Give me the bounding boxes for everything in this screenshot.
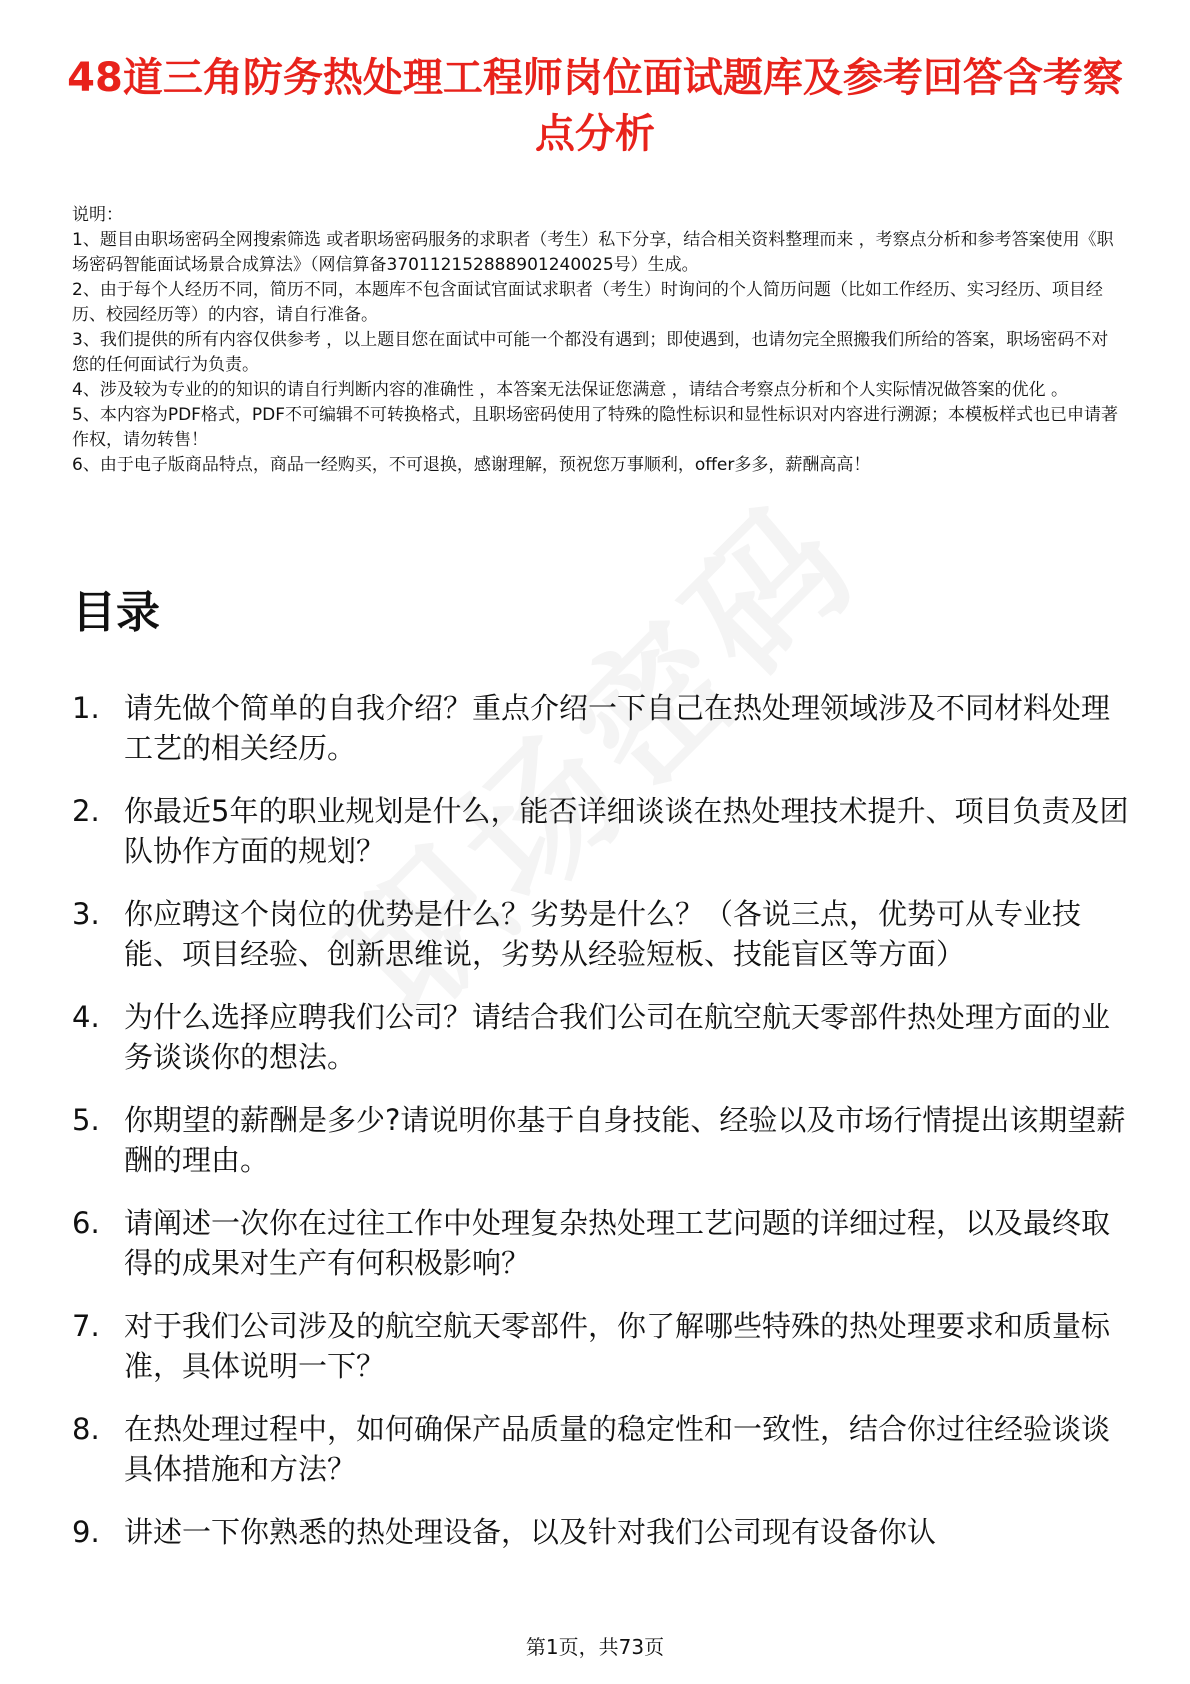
toc-item[interactable] [72, 688, 1132, 768]
note-item: 6、由于电子版商品特点，商品一经购买，不可退换，感谢理解，预祝您万事顺利，offer多多，薪酬高高！ [72, 455, 871, 475]
toc-item-number: 4. [72, 1000, 100, 1034]
toc-item-number: 2. [72, 794, 100, 828]
note-item: 1、题目由职场密码全网搜索筛选 或者职场密码服务的求职者（考生）私下分享，结合相关资料整理而来 ，考察点分析和参考答案使用《职场密码智能面试场景合成算法》（网信算备370112152888901240025号）生成。 [72, 230, 1114, 275]
toc-item-number: 1. [72, 691, 100, 725]
note-item: 4、涉及较为专业的的知识的请自行判断内容的准确性 ，本答案无法保证您满意 ，请结合考察点分析和个人实际情况做答案的优化 。 [72, 380, 1069, 400]
toc-item-text: 你应聘这个岗位的优势是什么？劣势是什么？（各说三点，优势可从专业技能、项目经验、创新思维说，劣势从经验短板、技能盲区等方面） [124, 897, 1082, 971]
toc-item-text: 你最近5年的职业规划是什么，能否详细谈谈在热处理技术提升、项目负责及团队协作方面的规划？ [124, 794, 1129, 868]
toc-item-text: 你期望的薪酬是多少?请说明你基于自身技能、经验以及市场行情提出该期望薪酬的理由。 [124, 1103, 1126, 1177]
toc-item-number: 5. [72, 1103, 100, 1137]
toc-item-text: 请阐述一次你在过往工作中处理复杂热处理工艺问题的详细过程，以及最终取得的成果对生产有何积极影响？ [124, 1206, 1111, 1280]
toc-item-number: 9. [72, 1515, 100, 1549]
toc-item[interactable] [72, 1409, 1132, 1489]
note-item: 2、由于每个人经历不同，简历不同，本题库不包含面试官面试求职者（考生）时询问的个人简历问题（比如工作经历、实习经历、项目经历、校园经历等）的内容，请自行准备。 [72, 280, 1103, 325]
toc-item[interactable] [72, 1203, 1132, 1283]
toc-heading: 目录 [72, 587, 160, 638]
toc-item-number: 6. [72, 1206, 100, 1240]
toc-item-text: 对于我们公司涉及的航空航天零部件，你了解哪些特殊的热处理要求和质量标准，具体说明一下？ [124, 1309, 1111, 1383]
note-item: 5、本内容为PDF格式，PDF不可编辑不可转换格式，且职场密码使用了特殊的隐性标识和显性标识对内容进行溯源；本模板样式也已申请著作权，请勿转售！ [72, 405, 1119, 450]
toc-item-number: 3. [72, 897, 100, 931]
toc-item-text: 在热处理过程中，如何确保产品质量的稳定性和一致性，结合你过往经验谈谈具体措施和方法？ [124, 1412, 1111, 1486]
toc-item[interactable] [72, 1306, 1132, 1386]
page-footer: 第1页，共73页 [525, 1635, 665, 1659]
toc-item-text: 请先做个简单的自我介绍？重点介绍一下自己在热处理领域涉及不同材料处理工艺的相关经历。 [124, 691, 1111, 765]
toc-item[interactable] [72, 894, 1132, 974]
document-title: 48道三角防务热处理工程师岗位面试题库及参考回答含考察点分析 [67, 55, 1123, 157]
toc-item-number: 7. [72, 1309, 100, 1343]
note-item: 3、我们提供的所有内容仅供参考 ，以上题目您在面试中可能一个都没有遇到；即使遇到，也请勿完全照搬我们所给的答案，职场密码不对您的任何面试行为负责。 [72, 330, 1109, 375]
toc-item[interactable] [72, 997, 1132, 1077]
notes-heading: 说明： [72, 205, 123, 225]
toc-item-number: 8. [72, 1412, 100, 1446]
toc-item-text: 为什么选择应聘我们公司？请结合我们公司在航空航天零部件热处理方面的业务谈谈你的想法。 [124, 1000, 1111, 1074]
toc-item[interactable] [72, 1100, 1132, 1180]
toc-list [72, 688, 1132, 1575]
toc-item[interactable] [72, 791, 1132, 871]
toc-item[interactable] [72, 1512, 1132, 1552]
toc-item-text: 讲述一下你熟悉的热处理设备，以及针对我们公司现有设备你认 [124, 1515, 937, 1549]
notes-section [72, 203, 1122, 478]
